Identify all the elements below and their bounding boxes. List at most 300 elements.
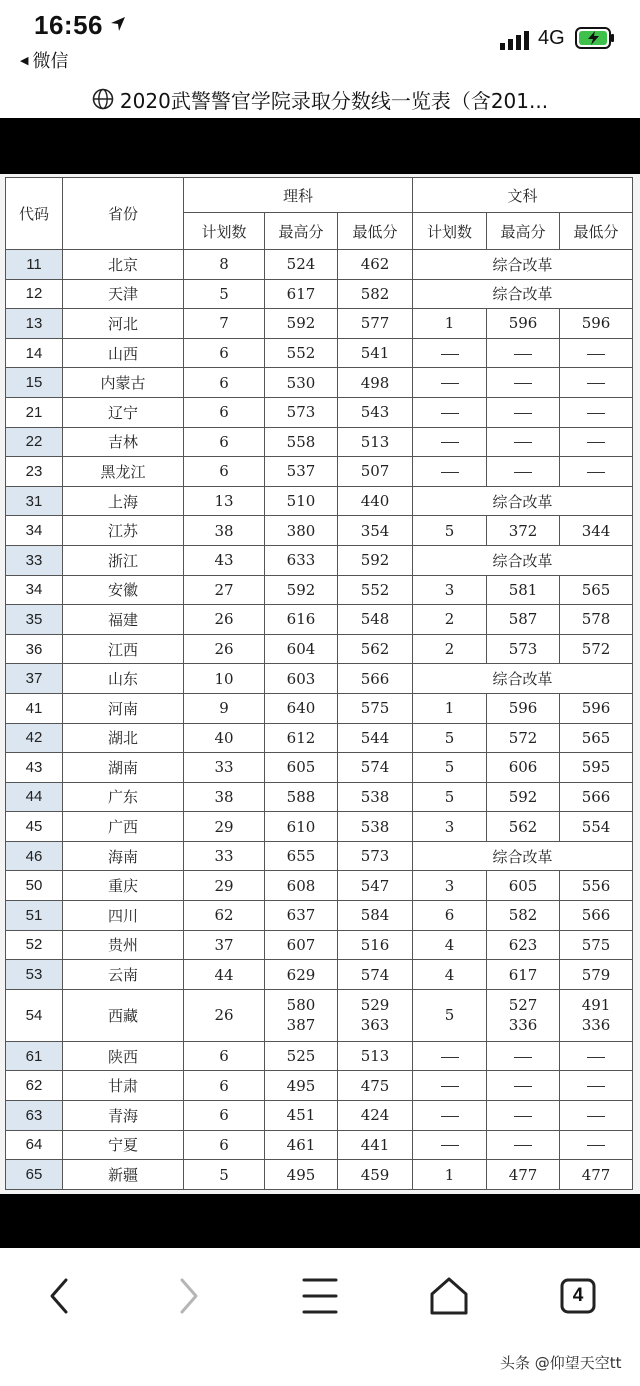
cell-liberal-plan: 5 (413, 723, 487, 753)
cell-province: 山东 (63, 664, 184, 694)
cell-science-min: 462 (338, 250, 413, 280)
cell-code: 15 (6, 368, 63, 398)
table-row (6, 605, 633, 635)
cell-code: 61 (6, 1041, 63, 1071)
table-row (6, 516, 633, 546)
page-title: 2020武警警官学院录取分数线一览表（含201... (119, 88, 549, 113)
table-row (6, 989, 633, 1041)
cell-code: 33 (6, 545, 63, 575)
dash-mark (441, 354, 459, 355)
cell-science-max: 588 (265, 782, 338, 812)
cell-science-min: 584 (338, 901, 413, 931)
cell-province: 海南 (63, 841, 184, 871)
cell-liberal-plan (413, 397, 487, 427)
table-row (6, 1071, 633, 1101)
cell-science-min: 507 (338, 457, 413, 487)
cell-liberal-plan: 4 (413, 960, 487, 990)
cell-science-max: 524 (265, 250, 338, 280)
cell-liberal-min-line2: 336 (581, 1016, 611, 1035)
cell-liberal-min (560, 1130, 633, 1160)
cell-liberal-plan: 5 (413, 989, 487, 1041)
cell-liberal-max (487, 1071, 560, 1101)
cell-reform: 综合改革 (413, 841, 633, 871)
cell-liberal-plan: 2 (413, 605, 487, 635)
dash-mark (514, 383, 532, 384)
cell-science-min: 582 (338, 279, 413, 309)
cell-province: 陕西 (63, 1041, 184, 1071)
cell-code: 50 (6, 871, 63, 901)
cell-province: 四川 (63, 901, 184, 931)
dash-mark (514, 442, 532, 443)
table-row (6, 250, 633, 280)
cell-science-min: 592 (338, 545, 413, 575)
back-app-label: 微信 (32, 51, 69, 72)
cell-science-plan: 9 (184, 693, 265, 723)
cell-science-max-line2: 387 (286, 1016, 316, 1035)
table-row (6, 457, 633, 487)
cell-code: 41 (6, 693, 63, 723)
dash-mark (514, 1057, 532, 1058)
dash-mark (587, 354, 605, 355)
cell-liberal-plan: 4 (413, 930, 487, 960)
cell-liberal-max: 617 (487, 960, 560, 990)
cell-liberal-max: 562 (487, 812, 560, 842)
cell-science-min: 459 (338, 1160, 413, 1190)
globe-icon (92, 88, 114, 110)
cell-liberal-plan (413, 1071, 487, 1101)
cell-code: 12 (6, 279, 63, 309)
header-science-plan: 计划数 (184, 213, 265, 250)
cell-liberal-plan: 2 (413, 634, 487, 664)
cell-code: 23 (6, 457, 63, 487)
table-row (6, 871, 633, 901)
cell-science-plan: 6 (184, 397, 265, 427)
cell-science-plan: 10 (184, 664, 265, 694)
cell-code: 31 (6, 486, 63, 516)
cell-liberal-max: 606 (487, 753, 560, 783)
cell-science-plan: 6 (184, 457, 265, 487)
table-row (6, 841, 633, 871)
cell-science-min: 354 (338, 516, 413, 546)
cell-code: 22 (6, 427, 63, 457)
cell-code: 54 (6, 989, 63, 1041)
cell-liberal-max: 582 (487, 901, 560, 931)
cell-liberal-max (487, 397, 560, 427)
dash-mark (587, 472, 605, 473)
dash-mark (441, 1145, 459, 1146)
cell-science-plan: 62 (184, 901, 265, 931)
cell-code: 34 (6, 575, 63, 605)
cell-science-plan: 38 (184, 516, 265, 546)
cell-science-min-line2: 363 (360, 1016, 390, 1035)
cell-province: 山西 (63, 338, 184, 368)
cell-liberal-plan: 1 (413, 1160, 487, 1190)
cell-liberal-max (487, 338, 560, 368)
cell-liberal-plan (413, 1041, 487, 1071)
cell-science-min: 574 (338, 960, 413, 990)
dash-mark (514, 413, 532, 414)
cell-code: 45 (6, 812, 63, 842)
cell-code: 44 (6, 782, 63, 812)
cell-code: 43 (6, 753, 63, 783)
score-table-body (6, 250, 633, 1190)
cell-liberal-plan (413, 457, 487, 487)
cell-science-max: 607 (265, 930, 338, 960)
cell-liberal-max-line1: 527 (508, 996, 538, 1015)
table-row (6, 368, 633, 398)
cell-liberal-max (487, 368, 560, 398)
dash-mark (514, 1086, 532, 1087)
cell-liberal-min: 566 (560, 782, 633, 812)
table-row (6, 1160, 633, 1190)
cell-province: 甘肃 (63, 1071, 184, 1101)
cell-code: 14 (6, 338, 63, 368)
table-row (6, 782, 633, 812)
cell-reform: 综合改革 (413, 486, 633, 516)
cell-liberal-min: 565 (560, 723, 633, 753)
cell-liberal-plan (413, 1130, 487, 1160)
back-triangle-icon: ◀ (20, 53, 29, 67)
image-bottom-border (0, 1194, 640, 1248)
cell-science-plan: 40 (184, 723, 265, 753)
cell-science-min: 566 (338, 664, 413, 694)
cell-science-min (338, 989, 413, 1041)
cell-science-max-line1: 580 (286, 996, 316, 1015)
cell-science-min: 541 (338, 338, 413, 368)
cell-liberal-max: 587 (487, 605, 560, 635)
cell-province: 湖北 (63, 723, 184, 753)
cell-liberal-max: 592 (487, 782, 560, 812)
cell-science-max (265, 989, 338, 1041)
cell-province: 重庆 (63, 871, 184, 901)
cell-science-max: 633 (265, 545, 338, 575)
table-row (6, 812, 633, 842)
cell-liberal-max (487, 1101, 560, 1131)
cell-code: 46 (6, 841, 63, 871)
dash-mark (441, 472, 459, 473)
cell-code: 21 (6, 397, 63, 427)
cell-code: 42 (6, 723, 63, 753)
cell-science-min: 513 (338, 427, 413, 457)
cell-liberal-plan (413, 427, 487, 457)
cell-science-plan: 6 (184, 338, 265, 368)
cell-code: 35 (6, 605, 63, 635)
cell-science-plan: 37 (184, 930, 265, 960)
cell-province: 青海 (63, 1101, 184, 1131)
dash-mark (514, 1145, 532, 1146)
table-row (6, 960, 633, 990)
cell-liberal-min: 595 (560, 753, 633, 783)
cell-liberal-max: 605 (487, 871, 560, 901)
cell-science-max: 510 (265, 486, 338, 516)
table-row (6, 427, 633, 457)
cell-liberal-max: 372 (487, 516, 560, 546)
header-liberal-plan: 计划数 (413, 213, 487, 250)
cell-science-max: 552 (265, 338, 338, 368)
cell-liberal-min: 596 (560, 309, 633, 339)
cell-liberal-min: 556 (560, 871, 633, 901)
cell-science-plan: 6 (184, 427, 265, 457)
cell-liberal-min (560, 397, 633, 427)
cell-liberal-min (560, 368, 633, 398)
cell-science-max: 612 (265, 723, 338, 753)
signal-icon (500, 30, 530, 50)
watermark: 头条 @仰望天空tt (500, 1354, 622, 1372)
cell-science-plan: 44 (184, 960, 265, 990)
cell-science-min: 577 (338, 309, 413, 339)
cell-science-plan: 6 (184, 1041, 265, 1071)
cell-code: 64 (6, 1130, 63, 1160)
cell-province: 湖南 (63, 753, 184, 783)
cell-science-plan: 29 (184, 871, 265, 901)
table-row (6, 279, 633, 309)
cell-liberal-plan: 3 (413, 871, 487, 901)
header-science: 理科 (184, 178, 413, 213)
cell-science-min: 441 (338, 1130, 413, 1160)
dash-mark (587, 1086, 605, 1087)
cell-science-plan: 33 (184, 753, 265, 783)
cell-liberal-min: 565 (560, 575, 633, 605)
dash-mark (441, 442, 459, 443)
cell-province: 广西 (63, 812, 184, 842)
cell-liberal-min: 477 (560, 1160, 633, 1190)
image-top-border (0, 118, 640, 174)
menu-icon[interactable] (298, 1274, 342, 1318)
cell-science-max: 495 (265, 1071, 338, 1101)
dash-mark (441, 1116, 459, 1117)
cell-province: 河北 (63, 309, 184, 339)
cell-science-plan: 6 (184, 368, 265, 398)
cell-province: 江苏 (63, 516, 184, 546)
cell-liberal-min: 554 (560, 812, 633, 842)
clock: 16:56 (34, 10, 103, 40)
admission-score-table (5, 177, 633, 1190)
table-row (6, 930, 633, 960)
cell-liberal-max: 596 (487, 693, 560, 723)
cell-science-min: 543 (338, 397, 413, 427)
cell-liberal-plan: 3 (413, 575, 487, 605)
cell-science-plan: 8 (184, 250, 265, 280)
cell-liberal-min: 566 (560, 901, 633, 931)
dash-mark (587, 1116, 605, 1117)
cell-liberal-plan (413, 338, 487, 368)
cell-science-max: 637 (265, 901, 338, 931)
cell-province: 浙江 (63, 545, 184, 575)
cell-liberal-min (560, 427, 633, 457)
cell-science-max: 537 (265, 457, 338, 487)
cell-liberal-min: 344 (560, 516, 633, 546)
cell-science-plan: 26 (184, 634, 265, 664)
cell-province: 福建 (63, 605, 184, 635)
cell-reform: 综合改革 (413, 664, 633, 694)
dash-mark (514, 354, 532, 355)
cell-liberal-plan: 5 (413, 516, 487, 546)
cell-science-plan: 7 (184, 309, 265, 339)
table-row (6, 1130, 633, 1160)
cell-science-min: 548 (338, 605, 413, 635)
dash-mark (514, 472, 532, 473)
cell-science-plan: 27 (184, 575, 265, 605)
cell-liberal-max (487, 1130, 560, 1160)
cell-science-max: 530 (265, 368, 338, 398)
cell-science-min: 575 (338, 693, 413, 723)
cell-science-max: 451 (265, 1101, 338, 1131)
table-row (6, 397, 633, 427)
cell-code: 62 (6, 1071, 63, 1101)
table-row (6, 664, 633, 694)
cell-reform: 综合改革 (413, 279, 633, 309)
header-science-min: 最低分 (338, 213, 413, 250)
cell-science-min: 440 (338, 486, 413, 516)
back-icon[interactable] (38, 1274, 82, 1318)
cell-science-plan: 5 (184, 1160, 265, 1190)
cell-code: 53 (6, 960, 63, 990)
dash-mark (587, 383, 605, 384)
table-row (6, 545, 633, 575)
cell-liberal-min (560, 989, 633, 1041)
cell-liberal-min (560, 1071, 633, 1101)
cell-province: 宁夏 (63, 1130, 184, 1160)
dash-mark (441, 1086, 459, 1087)
cell-science-max: 592 (265, 575, 338, 605)
table-row (6, 901, 633, 931)
cell-science-plan: 26 (184, 989, 265, 1041)
dash-mark (514, 1116, 532, 1117)
header-liberal: 文科 (413, 178, 633, 213)
cell-liberal-max: 596 (487, 309, 560, 339)
cell-science-max: 617 (265, 279, 338, 309)
tabs-button[interactable] (556, 1274, 600, 1318)
battery-charging-icon (575, 27, 615, 49)
cell-liberal-max-line2: 336 (508, 1016, 538, 1035)
dash-mark (587, 413, 605, 414)
cell-science-max: 573 (265, 397, 338, 427)
dash-mark (587, 1145, 605, 1146)
cell-science-min: 516 (338, 930, 413, 960)
table-row (6, 338, 633, 368)
table-row (6, 693, 633, 723)
cell-code: 11 (6, 250, 63, 280)
cell-science-max: 610 (265, 812, 338, 842)
cell-science-max: 604 (265, 634, 338, 664)
cell-science-max: 603 (265, 664, 338, 694)
cell-science-min: 424 (338, 1101, 413, 1131)
cell-province: 安徽 (63, 575, 184, 605)
cell-liberal-max: 623 (487, 930, 560, 960)
cell-science-max: 495 (265, 1160, 338, 1190)
home-icon[interactable] (427, 1274, 471, 1318)
cell-liberal-min: 575 (560, 930, 633, 960)
back-to-app-button[interactable] (20, 47, 68, 73)
dash-mark (441, 383, 459, 384)
cell-science-plan: 6 (184, 1071, 265, 1101)
table-row (6, 753, 633, 783)
cell-province: 江西 (63, 634, 184, 664)
cell-province: 天津 (63, 279, 184, 309)
header-province: 省份 (63, 178, 184, 250)
cell-science-min: 538 (338, 782, 413, 812)
cell-science-max: 629 (265, 960, 338, 990)
cell-reform: 综合改革 (413, 250, 633, 280)
cell-liberal-min (560, 457, 633, 487)
cell-liberal-min (560, 1101, 633, 1131)
cell-science-min: 538 (338, 812, 413, 842)
cell-province: 新疆 (63, 1160, 184, 1190)
browser-bottom-nav (0, 1248, 640, 1348)
cell-science-max: 655 (265, 841, 338, 871)
table-row (6, 486, 633, 516)
cell-liberal-min: 579 (560, 960, 633, 990)
cell-science-plan: 29 (184, 812, 265, 842)
cell-science-min: 562 (338, 634, 413, 664)
cell-province: 云南 (63, 960, 184, 990)
table-row (6, 1101, 633, 1131)
cell-province: 北京 (63, 250, 184, 280)
table-row (6, 575, 633, 605)
cell-science-max: 380 (265, 516, 338, 546)
network-type: 4G (538, 27, 565, 49)
cell-code: 51 (6, 901, 63, 931)
cell-science-max: 525 (265, 1041, 338, 1071)
cell-code: 37 (6, 664, 63, 694)
cell-science-min: 544 (338, 723, 413, 753)
cell-code: 65 (6, 1160, 63, 1190)
cell-province: 内蒙古 (63, 368, 184, 398)
cell-province: 黑龙江 (63, 457, 184, 487)
table-row (6, 723, 633, 753)
cell-science-plan: 38 (184, 782, 265, 812)
cell-science-min: 498 (338, 368, 413, 398)
cell-code: 34 (6, 516, 63, 546)
cell-liberal-max: 572 (487, 723, 560, 753)
cell-science-plan: 5 (184, 279, 265, 309)
table-row (6, 1041, 633, 1071)
location-arrow-icon (110, 16, 126, 32)
table-row (6, 309, 633, 339)
cell-science-min: 552 (338, 575, 413, 605)
cell-science-min: 513 (338, 1041, 413, 1071)
table-row (6, 634, 633, 664)
cell-liberal-plan: 5 (413, 782, 487, 812)
cell-liberal-plan: 1 (413, 309, 487, 339)
cell-science-max: 558 (265, 427, 338, 457)
cell-code: 36 (6, 634, 63, 664)
cell-liberal-max (487, 457, 560, 487)
cell-science-plan: 6 (184, 1101, 265, 1131)
cell-science-max: 461 (265, 1130, 338, 1160)
cell-science-max: 592 (265, 309, 338, 339)
cell-liberal-max (487, 427, 560, 457)
cell-liberal-plan (413, 1101, 487, 1131)
cell-liberal-max (487, 989, 560, 1041)
cell-code: 13 (6, 309, 63, 339)
cell-province: 广东 (63, 782, 184, 812)
cell-liberal-plan: 6 (413, 901, 487, 931)
tabs-count: 4 (572, 1285, 584, 1306)
cell-liberal-plan: 1 (413, 693, 487, 723)
cell-science-plan: 43 (184, 545, 265, 575)
cell-liberal-plan: 5 (413, 753, 487, 783)
cell-science-max: 608 (265, 871, 338, 901)
cell-science-plan: 13 (184, 486, 265, 516)
cell-liberal-min: 572 (560, 634, 633, 664)
cell-liberal-min-line1: 491 (581, 996, 611, 1015)
cell-liberal-max (487, 1041, 560, 1071)
cell-liberal-plan: 3 (413, 812, 487, 842)
forward-icon[interactable] (166, 1274, 210, 1318)
cell-province: 贵州 (63, 930, 184, 960)
header-code: 代码 (6, 178, 63, 250)
